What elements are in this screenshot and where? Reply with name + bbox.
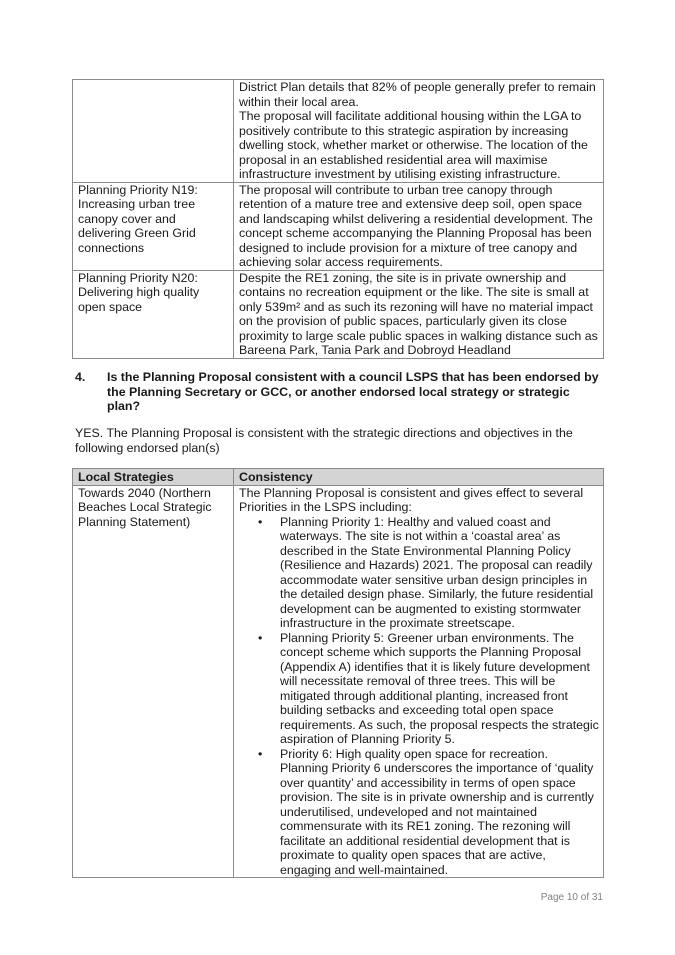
priority-cell: Planning Priority N20: Delivering high quality open space <box>73 270 234 358</box>
bullet-icon: • <box>258 746 263 761</box>
table-row <box>73 485 604 878</box>
list-item <box>258 630 599 747</box>
priority-cell: Planning Priority N19: Increasing urban tree canopy cover and delivering Green Grid connections <box>73 182 234 270</box>
table-row <box>73 80 604 183</box>
consistency-cell <box>234 485 604 878</box>
priority-list <box>239 515 599 878</box>
bullet-icon: • <box>258 630 263 645</box>
paragraph: The proposal will contribute to urban tree canopy through retention of a mature tree and extensive deep soil, open space and landscaping whilst delivering a residential development. The concept scheme accompanying the Planning Proposal has been designed to include provision for a mixture of tree canopy and achieving solar access requirements. <box>239 182 593 269</box>
section-number: 4. <box>75 370 86 384</box>
paragraph: Despite the RE1 zoning, the site is in private ownership and contains no recreation equipment or the like. The site is small at only 539m² and as such its rezoning will have no material impact on the provision of public spaces, particularly given its close proximity to large scale public spaces in walking distance such as Bareena Park, Tania Park and Dobroyd Headland <box>239 270 598 357</box>
list-item-text: Planning Priority 1: Healthy and valued coast and waterways. The site is not within a ‘coastal area’ as described in the State Environmental Planning Policy (Resilience and Hazards) 2021. The proposal can readily accommodate water sensitive urban design principles in the detailed design phase. Similarly, the future residential development can be augmented to existing stormwater infrastructure in the proximate streetscape. <box>280 514 594 630</box>
list-item <box>258 746 599 878</box>
section-answer: YES. The Planning Proposal is consistent with the strategic directions and objectives in the following endorsed plan(s) <box>75 426 573 455</box>
consistency-cell <box>234 182 604 270</box>
consistency-cell <box>234 270 604 358</box>
consistency-cell <box>234 80 604 183</box>
list-item <box>258 514 599 631</box>
list-item-text: Planning Priority 5: Greener urban environments. The concept scheme which supports the Planning Proposal (Appendix A) identifies that it is likely future development will necessitate removal of three trees. This will be mitigated through additional planting, increased front building setbacks and exceeding total open space requirements. As such, the proposal respects the strategic aspiration of Planning Priority 5. <box>280 630 599 746</box>
list-item-text: Priority 6: High quality open space for recreation. Planning Priority 6 underscores the importance of ‘quality over quantity’ and accessibility in terms of open space provision. The site is in private ownership and is currently underutilised, undeveloped and not maintained commensurate with its RE1 zoning. The rezoning will facilitate an additional residential development that is proximate to quality open spaces that are active, engaging and well-maintained. <box>280 746 594 877</box>
table-row <box>73 182 604 270</box>
section-heading <box>75 370 605 414</box>
table-row <box>73 270 604 358</box>
priority-cell <box>73 80 234 183</box>
bullet-icon: • <box>258 514 263 529</box>
column-header-local-strategies: Local Strategies <box>73 469 234 486</box>
paragraph: District Plan details that 82% of people generally prefer to remain within their local area. <box>239 80 596 109</box>
table-header-row <box>73 469 604 486</box>
intro-paragraph: The Planning Proposal is consistent and gives effect to several Priorities in the LSPS including: <box>239 485 584 514</box>
strategic-plan-consistency-table <box>72 79 604 359</box>
section-question: Is the Planning Proposal consistent with a council LSPS that has been endorsed by the Planning Secretary or GCC, or another endorsed local strategy or strategic plan? <box>107 370 599 413</box>
column-header-consistency: Consistency <box>234 469 604 486</box>
local-strategies-table <box>72 468 604 878</box>
paragraph: The proposal will facilitate additional housing within the LGA to positively contribute to this strategic aspiration by increasing dwelling stock, whether market or otherwise. The location of the proposal in an established residential area will maximise infrastructure investment by utilising existing infrastructure. <box>239 109 588 181</box>
page-number: Page 10 of 31 <box>540 892 603 903</box>
strategy-cell: Towards 2040 (Northern Beaches Local Strategic Planning Statement) <box>73 485 234 878</box>
